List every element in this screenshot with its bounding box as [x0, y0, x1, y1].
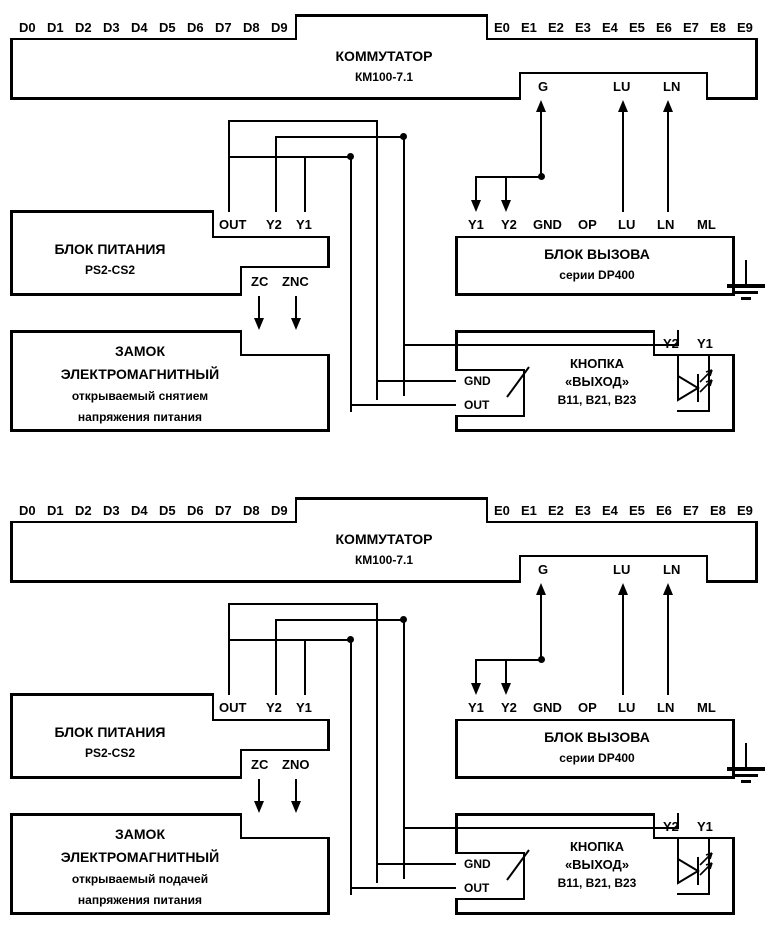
lock-block-line4-a: напряжения питания [77, 410, 203, 424]
terminal-gnd-exit-a: GND [464, 374, 491, 388]
terminal-zc-b: ZC [251, 757, 269, 772]
terminal-gnd-exit-b: GND [464, 857, 491, 871]
wire-y1-power-h-b [228, 639, 352, 641]
power-block-model-b: PS2-CS2 [84, 746, 136, 760]
terminal-lu-switch-a: LU [613, 79, 631, 94]
wire-y1-power-up-a [304, 156, 306, 212]
terminal-out-exit-b: OUT [464, 881, 490, 895]
terminal-e7-b: E7 [683, 503, 699, 518]
terminal-e4-a: E4 [602, 20, 618, 35]
lock-block-title-a: ЗАМОК [115, 343, 165, 359]
junction-dot-g-a [538, 173, 545, 180]
call-block-model-a: серии DP400 [559, 268, 635, 282]
exit-button-models-b: B11, B21, B23 [557, 876, 637, 890]
switch-block-title-b: КОММУТАТОР [335, 531, 433, 547]
arrow-lu-b [615, 583, 631, 695]
terminal-e0-a: E0 [494, 20, 510, 35]
led-wire-right-down-a [708, 388, 710, 412]
power-block-title-b: БЛОК ПИТАНИЯ [54, 724, 166, 740]
terminal-y1-power-a: Y1 [296, 217, 312, 232]
terminal-d1-a: D1 [47, 20, 64, 35]
terminal-ln-call-a: LN [657, 217, 675, 232]
wire-call-y2-h-a [506, 176, 540, 178]
terminal-e0-b: E0 [494, 503, 510, 518]
wire-exit-gnd-h-b [376, 863, 456, 865]
terminal-e6-b: E6 [656, 503, 672, 518]
call-ground-wire-b [745, 743, 747, 769]
terminal-e1-b: E1 [521, 503, 537, 518]
call-ground-wire-a [745, 260, 747, 286]
exit-button-title2-b: «ВЫХОД» [564, 857, 630, 872]
wire-call-y2-h-b [506, 659, 540, 661]
terminal-gnd-call-a: GND [533, 217, 562, 232]
terminal-d2-b: D2 [75, 503, 92, 518]
terminal-e6-a: E6 [656, 20, 672, 35]
lock-top-terminals-b [240, 813, 330, 839]
arrow-znc-a [288, 296, 304, 332]
terminal-e4-b: E4 [602, 503, 618, 518]
wire-led-to-bus-a [403, 344, 679, 346]
wire-y2-power-h-a [275, 136, 405, 138]
terminal-d2-a: D2 [75, 20, 92, 35]
terminal-d7-b: D7 [215, 503, 232, 518]
terminal-e3-a: E3 [575, 20, 591, 35]
terminal-op-call-a: OP [578, 217, 597, 232]
call-block-model-b: серии DP400 [559, 751, 635, 765]
wire-led-bus-v-a [677, 330, 679, 344]
terminal-y1-call-a: Y1 [468, 217, 484, 232]
terminal-d4-a: D4 [131, 20, 148, 35]
terminal-d3-a: D3 [103, 20, 120, 35]
junction-dot-g-b [538, 656, 545, 663]
terminal-lu-call-a: LU [618, 217, 636, 232]
terminal-y1-exit-b: Y1 [697, 819, 713, 834]
wire-y1-power-h-a [228, 156, 352, 158]
ground-icon-b [727, 767, 765, 788]
terminal-d8-a: D8 [243, 20, 260, 35]
arrow-y2-call-a [498, 176, 514, 212]
lock-block-line3-b: открываемый подачей [71, 872, 209, 886]
wire-out-down-a [376, 120, 378, 400]
exit-button-title2-a: «ВЫХОД» [564, 374, 630, 389]
terminal-ln-call-b: LN [657, 700, 675, 715]
ground-icon-a [727, 284, 765, 305]
terminal-out-power-b: OUT [219, 700, 247, 715]
terminal-gnd-call-b: GND [533, 700, 562, 715]
led-wire-left-a [677, 356, 679, 388]
terminal-d7-a: D7 [215, 20, 232, 35]
exit-switch-lever-b [505, 848, 535, 887]
led-wire-left-b [677, 839, 679, 871]
arrow-zc-a [251, 296, 267, 332]
terminal-ml-call-b: ML [697, 700, 716, 715]
terminal-e7-a: E7 [683, 20, 699, 35]
arrow-y1-call-b [468, 659, 484, 695]
wire-exit-out-h-a [350, 404, 456, 406]
terminal-d3-b: D3 [103, 503, 120, 518]
led-wire-right-a [708, 356, 710, 388]
terminal-znc-a: ZNC [282, 274, 309, 289]
wire-y2-power-up-a [275, 136, 277, 212]
arrow-ln-a [660, 100, 676, 212]
terminal-lu-call-b: LU [618, 700, 636, 715]
lock-block-line2-a: ЭЛЕКТРОМАГНИТНЫЙ [60, 366, 220, 382]
terminal-zno-b: ZNO [282, 757, 310, 772]
arrow-g-up-b [533, 583, 549, 659]
wire-led-bus-v-b [677, 813, 679, 827]
exit-switch-lever-a [505, 365, 535, 404]
led-wire-right-down-b [708, 871, 710, 895]
arrow-y1-call-a [468, 176, 484, 212]
exit-button-models-a: B11, B21, B23 [557, 393, 637, 407]
switch-block-model-b: КМ100-7.1 [354, 553, 414, 567]
terminal-out-exit-a: OUT [464, 398, 490, 412]
wire-y1-power-up-b [304, 639, 306, 695]
terminal-e5-b: E5 [629, 503, 645, 518]
terminal-d0-b: D0 [19, 503, 36, 518]
power-block-title-a: БЛОК ПИТАНИЯ [54, 241, 166, 257]
lock-block-title-b: ЗАМОК [115, 826, 165, 842]
terminal-g-a: G [538, 79, 549, 94]
terminal-d9-b: D9 [271, 503, 288, 518]
terminal-d0-a: D0 [19, 20, 36, 35]
terminal-y1-exit-a: Y1 [697, 336, 713, 351]
terminal-e8-b: E8 [710, 503, 726, 518]
call-block-title-a: БЛОК ВЫЗОВА [544, 246, 650, 262]
terminal-e5-a: E5 [629, 20, 645, 35]
terminal-op-call-b: OP [578, 700, 597, 715]
terminal-y2-call-a: Y2 [501, 217, 517, 232]
wire-out-power-up-a [228, 120, 230, 212]
led-wire-right-b [708, 839, 710, 871]
wire-exit-out-h-b [350, 887, 456, 889]
lock-block-line3-a: открываемый снятием [71, 389, 209, 403]
lock-top-terminals-a [240, 330, 330, 356]
terminal-out-power-a: OUT [219, 217, 247, 232]
terminal-e3-b: E3 [575, 503, 591, 518]
terminal-e1-a: E1 [521, 20, 537, 35]
terminal-y1-call-b: Y1 [468, 700, 484, 715]
terminal-g-b: G [538, 562, 549, 577]
terminal-d1-b: D1 [47, 503, 64, 518]
power-block-model-a: PS2-CS2 [84, 263, 136, 277]
terminal-y2-power-a: Y2 [266, 217, 282, 232]
terminal-ml-call-a: ML [697, 217, 716, 232]
arrow-ln-b [660, 583, 676, 695]
lock-block-line2-b: ЭЛЕКТРОМАГНИТНЫЙ [60, 849, 220, 865]
wire-junction2-down-a [403, 136, 405, 396]
arrow-lu-a [615, 100, 631, 212]
lock-block-line4-b: напряжения питания [77, 893, 203, 907]
terminal-y2-power-b: Y2 [266, 700, 282, 715]
terminal-d8-b: D8 [243, 503, 260, 518]
wire-junction1-down-b [350, 639, 352, 895]
wire-junction1-down-a [350, 156, 352, 412]
wire-out-power-h-b [228, 603, 378, 605]
terminal-y2-call-b: Y2 [501, 700, 517, 715]
terminal-d6-a: D6 [187, 20, 204, 35]
diagram-panel-b [0, 483, 768, 931]
terminal-e2-b: E2 [548, 503, 564, 518]
arrow-zc-b [251, 779, 267, 815]
wire-out-power-h-a [228, 120, 378, 122]
wire-y2-power-up-b [275, 619, 277, 695]
terminal-e9-b: E9 [737, 503, 753, 518]
terminal-e2-a: E2 [548, 20, 564, 35]
led-wire-bottom-a [677, 410, 710, 412]
wire-out-down-b [376, 603, 378, 883]
terminal-e8-a: E8 [710, 20, 726, 35]
terminal-e9-a: E9 [737, 20, 753, 35]
wire-junction2-down-b [403, 619, 405, 879]
exit-button-title-b: КНОПКА [569, 839, 625, 854]
led-wire-bottom-b [677, 893, 710, 895]
terminal-d5-a: D5 [159, 20, 176, 35]
arrow-y2-call-b [498, 659, 514, 695]
wire-exit-gnd-h-a [376, 380, 456, 382]
arrow-g-up-a [533, 100, 549, 176]
wire-led-to-bus-b [403, 827, 679, 829]
terminal-lu-switch-b: LU [613, 562, 631, 577]
terminal-d6-b: D6 [187, 503, 204, 518]
switch-block-title-a: КОММУТАТОР [335, 48, 433, 64]
diagram-panel-a [0, 0, 768, 465]
terminal-d5-b: D5 [159, 503, 176, 518]
arrow-zno-b [288, 779, 304, 815]
terminal-y1-power-b: Y1 [296, 700, 312, 715]
wire-out-power-up-b [228, 603, 230, 695]
terminal-ln-switch-a: LN [663, 79, 681, 94]
terminal-ln-switch-b: LN [663, 562, 681, 577]
terminal-zc-a: ZC [251, 274, 269, 289]
terminal-d9-a: D9 [271, 20, 288, 35]
wire-y2-power-h-b [275, 619, 405, 621]
terminal-d4-b: D4 [131, 503, 148, 518]
call-block-title-b: БЛОК ВЫЗОВА [544, 729, 650, 745]
switch-block-model-a: КМ100-7.1 [354, 70, 414, 84]
exit-button-title-a: КНОПКА [569, 356, 625, 371]
